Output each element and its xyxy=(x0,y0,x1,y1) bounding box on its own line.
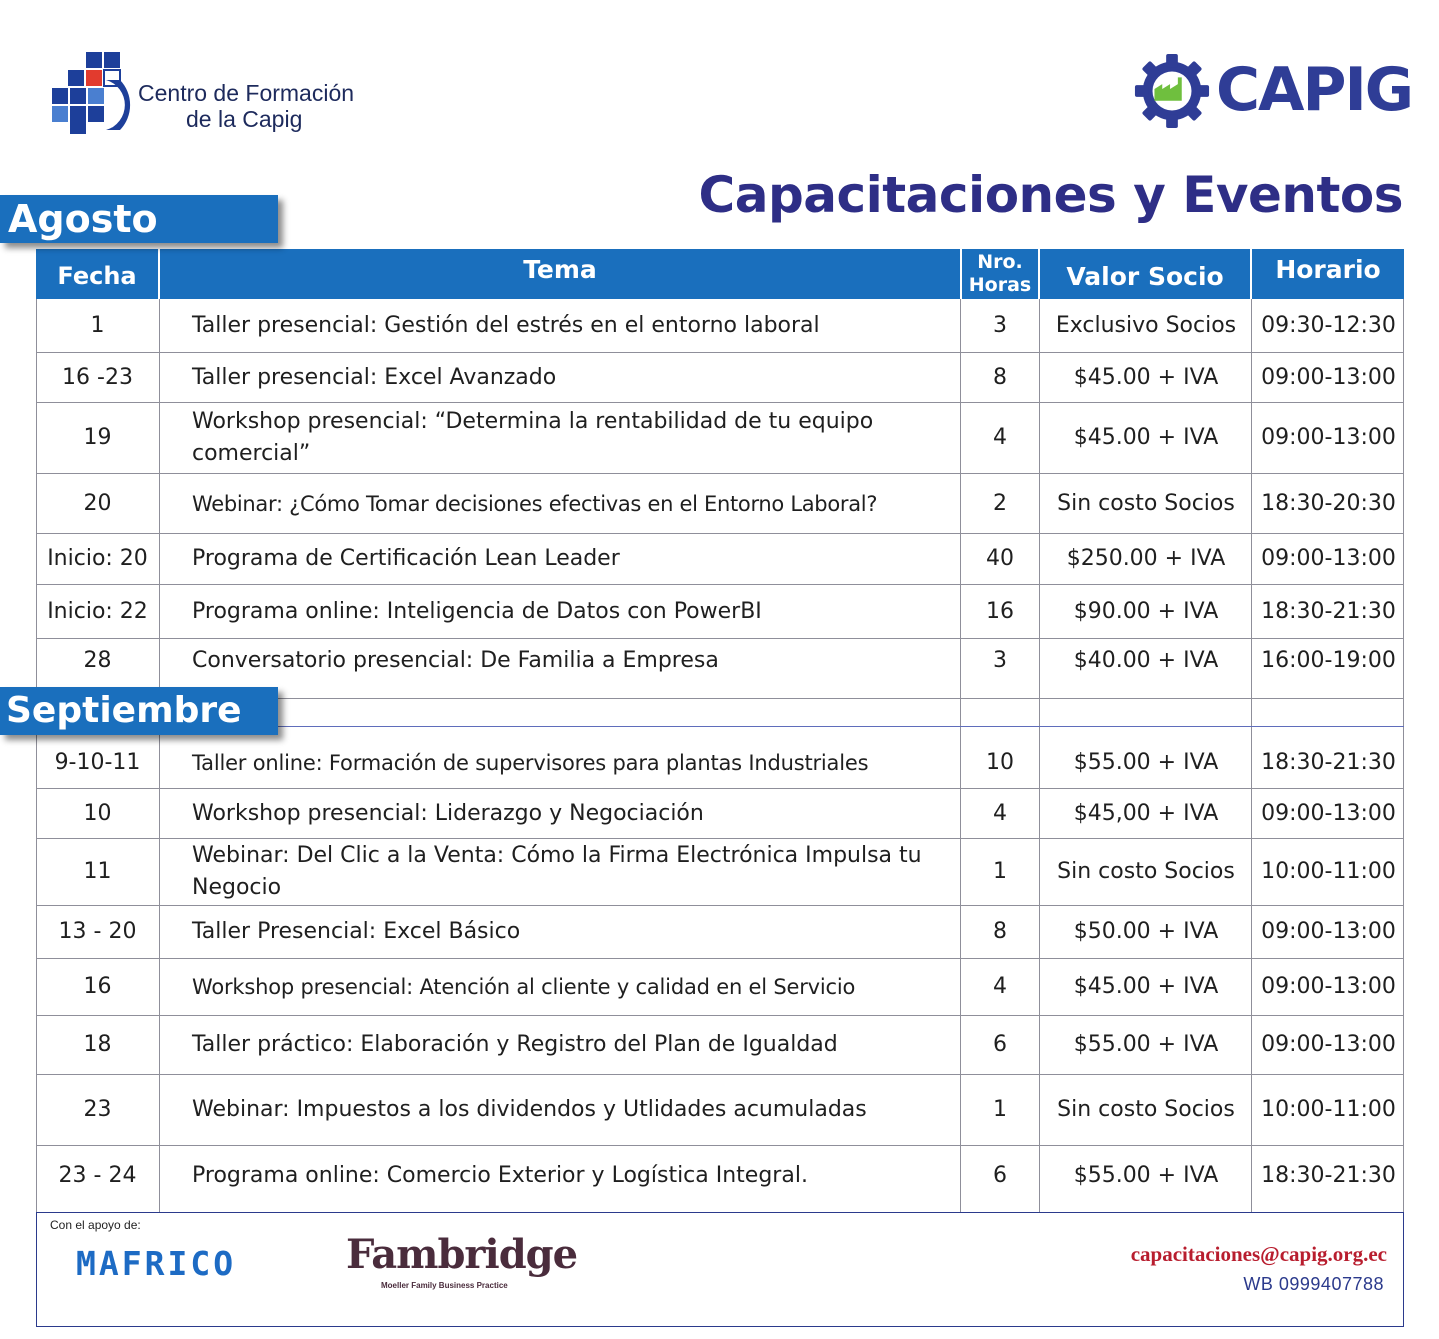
row-horas: 3 xyxy=(993,313,1007,338)
row-horario: 09:00-13:00 xyxy=(1261,425,1396,450)
row-horario: 09:00-13:00 xyxy=(1261,364,1396,390)
row-tema: Programa online: Comercio Exterior y Logística Integral. xyxy=(192,1163,808,1188)
row-horas: 2 xyxy=(993,490,1007,516)
sponsor-fambridge-subtitle: Moeller Family Business Practice xyxy=(381,1281,508,1290)
month-banner-agosto: Agosto xyxy=(0,195,278,243)
row-fecha: 9-10-11 xyxy=(54,749,141,775)
footer-box xyxy=(36,1212,1404,1327)
row-tema: Taller online: Formación de supervisores para plantas Industriales xyxy=(192,750,869,775)
row-tema: Programa de Certificación Lean Leader xyxy=(192,546,620,571)
row-fecha: Inicio: 22 xyxy=(47,598,148,624)
row-valor: $45,00 + IVA xyxy=(1073,800,1219,826)
row-horario: 10:00-11:00 xyxy=(1261,1097,1396,1122)
table-row xyxy=(36,534,1404,584)
row-horas: 8 xyxy=(993,919,1007,944)
row-horario: 09:00-13:00 xyxy=(1261,546,1396,571)
sponsor-fambridge-logo: Fambridge xyxy=(346,1231,578,1278)
row-horas: 10 xyxy=(986,749,1014,775)
row-tema: Taller práctico: Elaboración y Registro del Plan de Igualdad xyxy=(192,1032,838,1057)
table-row xyxy=(36,839,1404,905)
row-fecha: 13 - 20 xyxy=(58,919,137,944)
row-valor: Sin costo Socios xyxy=(1057,859,1235,884)
row-horario: 09:00-13:00 xyxy=(1261,800,1396,826)
table-row xyxy=(36,737,1404,788)
row-horas: 4 xyxy=(993,800,1007,826)
row-fecha: 18 xyxy=(83,1032,112,1057)
row-fecha: 23 - 24 xyxy=(58,1163,137,1188)
row-horas: 1 xyxy=(993,1097,1007,1122)
row-horas: 4 xyxy=(993,425,1007,450)
row-horario: 09:30-12:30 xyxy=(1261,313,1396,338)
col-horas-header xyxy=(962,249,1038,299)
col-fecha-header: Fecha xyxy=(36,249,158,299)
row-tema: Taller presencial: Excel Avanzado xyxy=(192,364,557,390)
row-tema: Programa online: Inteligencia de Datos con PowerBI xyxy=(192,598,762,624)
table-row xyxy=(36,403,1404,473)
table-row xyxy=(36,353,1404,402)
row-horario: 09:00-13:00 xyxy=(1261,919,1396,944)
row-fecha: 19 xyxy=(83,425,112,450)
row-horas: 6 xyxy=(993,1032,1007,1057)
row-valor: $50.00 + IVA xyxy=(1073,919,1219,944)
row-fecha: Inicio: 20 xyxy=(47,546,148,571)
row-valor: $250.00 + IVA xyxy=(1066,546,1226,571)
row-tema: Webinar: ¿Cómo Tomar decisiones efectivas en el Entorno Laboral? xyxy=(192,491,878,516)
month-banner-septiembre: Septiembre xyxy=(0,687,278,735)
row-fecha: 16 xyxy=(83,974,112,999)
row-horas: 8 xyxy=(993,364,1007,390)
row-tema: Taller Presencial: Excel Básico xyxy=(192,919,521,944)
table-row xyxy=(36,474,1404,533)
col-horas-line2: Horas xyxy=(968,274,1032,296)
row-horas: 6 xyxy=(993,1163,1007,1188)
row-horario: 09:00-13:00 xyxy=(1261,1032,1396,1057)
support-label: Con el apoyo de: xyxy=(50,1218,141,1232)
sponsor-mafrico-logo: MAFRICO xyxy=(76,1244,237,1283)
contact-phone: WB 0999407788 xyxy=(1243,1274,1384,1294)
table-row xyxy=(36,1146,1404,1206)
row-valor: Sin costo Socios xyxy=(1057,490,1235,516)
row-valor: $55.00 + IVA xyxy=(1073,749,1219,775)
row-valor: $40.00 + IVA xyxy=(1073,648,1219,673)
col-tema-header: Tema xyxy=(160,249,960,299)
capig-wordmark: CAPIG xyxy=(1216,55,1413,125)
row-horario: 10:00-11:00 xyxy=(1261,859,1396,884)
row-horario: 16:00-19:00 xyxy=(1261,648,1396,673)
table-row xyxy=(36,959,1404,1015)
col-horas-line1: Nro. xyxy=(977,251,1023,273)
col-horario-header: Horario xyxy=(1252,249,1404,299)
row-horario: 18:30-21:30 xyxy=(1261,598,1396,624)
capig-gear-icon xyxy=(1133,52,1211,130)
table-row xyxy=(36,1075,1404,1145)
row-tema: Workshop presencial: “Determina la rentabilidad de tu equipo comercial” xyxy=(192,409,874,466)
row-fecha: 20 xyxy=(83,490,112,516)
row-valor: $55.00 + IVA xyxy=(1073,1032,1219,1057)
row-horario: 18:30-21:30 xyxy=(1261,1163,1396,1188)
row-fecha: 23 xyxy=(83,1097,112,1122)
row-valor: $90.00 + IVA xyxy=(1073,598,1219,624)
centro-formacion-line1: Centro de Formación xyxy=(138,80,355,106)
row-horario: 18:30-21:30 xyxy=(1261,749,1396,775)
row-valor: $45.00 + IVA xyxy=(1073,425,1219,450)
col-valor-header: Valor Socio xyxy=(1040,249,1250,299)
row-valor: Exclusivo Socios xyxy=(1055,313,1237,338)
centro-formacion-logo xyxy=(50,50,136,136)
row-valor: $45.00 + IVA xyxy=(1073,364,1219,390)
row-fecha: 11 xyxy=(83,859,112,884)
contact-email[interactable]: capacitaciones@capig.org.ec xyxy=(1130,1242,1387,1266)
row-tema: Webinar: Impuestos a los dividendos y Utlidades acumuladas xyxy=(192,1097,867,1122)
centro-formacion-line2: de la Capig xyxy=(186,106,303,132)
row-horario: 18:30-20:30 xyxy=(1261,490,1396,516)
table-row xyxy=(36,1016,1404,1074)
row-horas: 1 xyxy=(993,859,1007,884)
page-title: Capacitaciones y Eventos xyxy=(698,166,1403,224)
row-tema: Webinar: Del Clic a la Venta: Cómo la Firma Electrónica Impulsa tu Negocio xyxy=(192,843,922,900)
row-valor: $55.00 + IVA xyxy=(1073,1163,1219,1188)
table-row xyxy=(36,300,1404,352)
table-row xyxy=(36,906,1404,958)
row-fecha: 16 -23 xyxy=(62,364,133,390)
table-row xyxy=(36,585,1404,638)
row-tema: Conversatorio presencial: De Familia a Empresa xyxy=(192,648,719,673)
row-horas: 40 xyxy=(986,546,1014,571)
row-tema: Workshop presencial: Liderazgo y Negociación xyxy=(192,800,704,826)
row-valor: $45.00 + IVA xyxy=(1073,974,1219,999)
row-fecha: 1 xyxy=(90,313,105,338)
row-fecha: 10 xyxy=(83,800,112,826)
table-row xyxy=(36,789,1404,838)
events-table xyxy=(36,249,1404,1329)
row-valor: Sin costo Socios xyxy=(1057,1097,1235,1122)
row-horas: 16 xyxy=(986,598,1014,624)
row-horas: 3 xyxy=(993,648,1007,673)
row-fecha: 28 xyxy=(83,648,112,673)
row-horario: 09:00-13:00 xyxy=(1261,974,1396,999)
row-tema: Workshop presencial: Atención al cliente y calidad en el Servicio xyxy=(192,975,856,999)
row-horas: 4 xyxy=(993,974,1007,999)
table-row xyxy=(36,639,1404,683)
row-tema: Taller presencial: Gestión del estrés en el entorno laboral xyxy=(192,313,820,338)
